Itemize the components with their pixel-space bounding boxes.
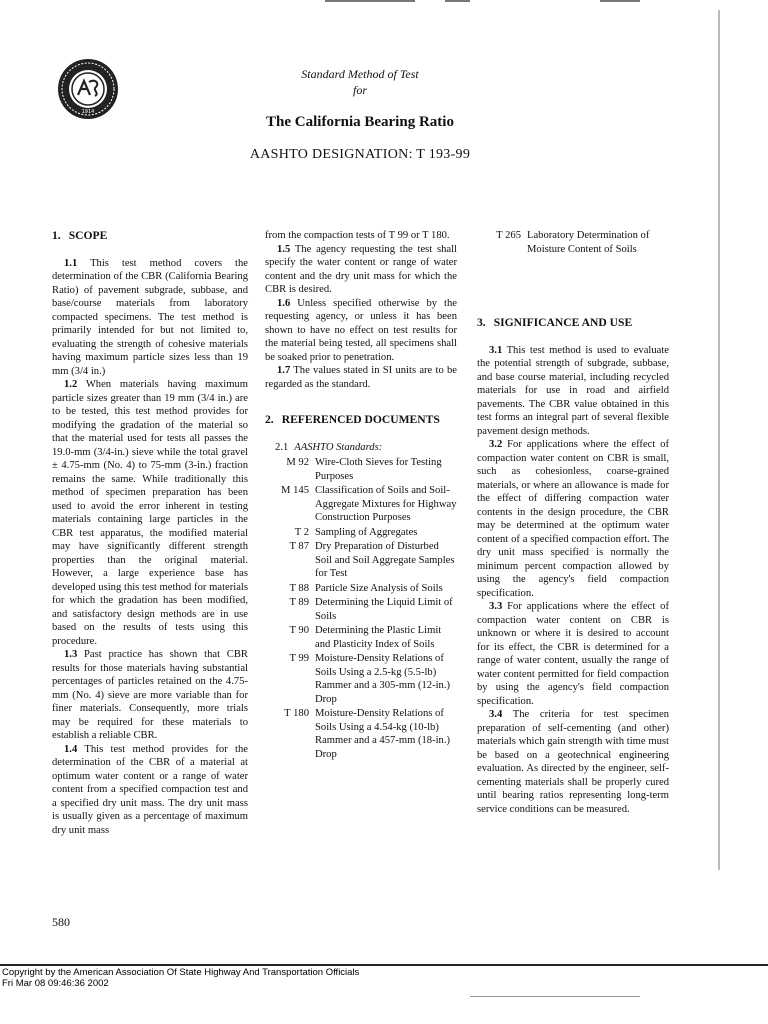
reference-description: Dry Preparation of Disturbed Soil and Soil Aggregate Samples for Test: [315, 541, 455, 579]
section-title: REFERENCED DOCUMENTS: [281, 413, 440, 426]
reference-code: T 89: [289, 597, 309, 608]
section-title: SCOPE: [68, 229, 108, 242]
reference-code: M 92: [286, 457, 309, 468]
reference-item: [265, 624, 457, 651]
reference-code: T 2: [294, 526, 309, 538]
paragraph-1-4: [52, 743, 248, 838]
paragraph-number: 1.1: [64, 257, 78, 269]
paragraph-1-3: [52, 648, 248, 743]
paragraph-1-6: [265, 297, 457, 365]
paragraph-text: Past practice has shown that CBR results for those materials having substantial percentages of particles retained on the 4.75-mm (No. 4) sieve are more variable than for finer materials. Consequently, more trials may be required for these materials to establish a reliable CBR.: [52, 649, 248, 741]
reference-code: T 90: [289, 625, 309, 636]
reference-description: Moisture-Density Relations of Soils Using a 4.54-kg (10-lb) Rammer and a 457-mm (18-in.) Drop: [315, 708, 451, 760]
paragraph-1-5: [265, 243, 457, 297]
paragraph-1-1: [52, 257, 248, 379]
reference-item: [477, 229, 669, 256]
referenced-standards-list: [265, 456, 457, 761]
reference-code: T 99: [289, 653, 309, 664]
reference-code: T 88: [289, 582, 309, 594]
reference-description: Classification of Soils and Soil-Aggregate Mixtures for Highway Construction Purposes: [315, 485, 457, 523]
reference-description: Determining the Plastic Limit and Plasticity Index of Soils: [315, 625, 442, 650]
reference-item: [265, 596, 457, 623]
paragraph-text: For applications where the effect of compaction water content on CBR is small, such as cohesionless, coarse-grained materials, or where an allowance is made for the effect of differing compaction water contents in the design procedure, the CBR may be determined at the optimum water content of a specified compaction effort. The dry unit mass specified is normally the minimum percent compaction allowed by using the agency's field compaction specification.: [477, 439, 669, 599]
column-3: [477, 229, 669, 816]
standard-method-header: [200, 66, 520, 98]
seal-year: 1914: [81, 109, 95, 115]
paragraph-number: 1.6: [277, 297, 291, 309]
subsection-title: AASHTO Standards:: [294, 441, 383, 453]
reference-code: T 180: [284, 708, 309, 719]
paragraph-number: 1.5: [277, 243, 291, 255]
reference-description: Determining the Liquid Limit of Soils: [315, 597, 453, 622]
reference-description: Wire-Cloth Sieves for Testing Purposes: [315, 457, 442, 482]
copyright-footer: [2, 967, 359, 989]
paragraph-text: This test method provides for the determination of the CBR of a material at optimum water content or a range of water content from a specified compaction test and a specified dry unit mass. The dry unit mass is usually given as a percentage of maximum dry unit mass: [52, 743, 248, 836]
designation-line: AASHTO DESIGNATION: T 193-99: [249, 147, 471, 162]
copyright-line: Copyright by the American Association Of State Highway And Transportation Officials: [2, 967, 360, 978]
paragraph-number: 1.4: [64, 743, 78, 755]
reference-item: [265, 540, 457, 581]
document-title: The California Bearing Ratio: [266, 114, 454, 130]
aashto-seal-icon: [56, 57, 120, 121]
paragraph-text: For applications where the effect of compaction water content on CBR is unknown or where it is desired to account for its effect, the CBR is determined for a range of water content, usually the range of water content permitted for field compaction by using the agency's field compaction specification.: [477, 601, 669, 707]
section-heading-referenced-documents: [265, 413, 457, 427]
reference-item: [265, 707, 457, 761]
reference-description: Moisture-Density Relations of Soils Using a 2.5-kg (5.5-lb) Rammer and a 305-mm (12-in.) Drop: [315, 653, 451, 705]
paragraph-3-4: [477, 708, 669, 816]
section-heading-scope: [52, 229, 248, 243]
page-number: 580: [52, 915, 70, 929]
timestamp-line: Fri Mar 08 09:46:36 2002: [2, 978, 109, 989]
column-2: [265, 229, 457, 761]
footer-rule: [0, 964, 768, 966]
reference-item: [265, 484, 457, 525]
top-rule-segment: [445, 0, 470, 2]
paragraph-text: This test method covers the determination of the CBR (California Bearing Ratio) of pavement subgrade, subbase, and base/course materials from laboratory compacted specimens. The test method is primarily intended for but not limited to, evaluating the strength of cohesive materials having maximum particle sizes less than 19 mm (3/4 in.): [52, 257, 248, 377]
paragraph-continued: from the compaction tests of T 99 or T 180.: [265, 230, 450, 241]
paragraph-text: The agency requesting the test shall specify the water content or range of water content and the dry unit mass for which the CBR is desired.: [265, 243, 457, 295]
subsection-number: 2.1: [275, 441, 289, 453]
paragraph-number: 1.7: [277, 365, 291, 376]
reference-code: M 145: [281, 485, 309, 496]
reference-code: T 265: [496, 230, 521, 241]
reference-description: Laboratory Determination of Moisture Content of Soils: [527, 230, 650, 255]
top-rule-segment: [600, 0, 640, 2]
standard-method-line: Standard Method of Test: [301, 67, 419, 81]
reference-item: [265, 456, 457, 483]
section-heading-significance: [477, 316, 669, 330]
paragraph-3-2: [477, 438, 669, 600]
paragraph-text: The criteria for test specimen preparation of self-cementing (and other) materials which gain strength with time must be based on a geotechnical engineering evaluation. As directed by the engineer, self-cementing materials shall be properly cured until bearing ratios representing long-term service conditions can be measured.: [477, 709, 669, 815]
paragraph-number: 1.2: [64, 379, 78, 390]
paragraph-3-3: [477, 600, 669, 708]
reference-description: Particle Size Analysis of Soils: [315, 582, 443, 594]
paragraph-number: 3.4: [489, 709, 503, 720]
reference-item: [265, 526, 457, 540]
section-number: 1.: [52, 229, 61, 242]
scan-edge-line: [718, 10, 720, 870]
paragraph-text: The values stated in SI units are to be regarded as the standard.: [265, 365, 457, 390]
section-number: 2.: [265, 413, 274, 426]
paragraph-number: 3.3: [489, 601, 503, 612]
top-rule-segment: [325, 0, 415, 2]
paragraph-1-7: [265, 364, 457, 391]
aashto-standards-subheading: [275, 441, 457, 455]
section-title: SIGNIFICANCE AND USE: [493, 316, 633, 329]
column-1: [52, 229, 248, 837]
reference-item: [265, 652, 457, 706]
paragraph-text: This test method is used to evaluate the potential strength of subgrade, subbase, and base course material, including recycled materials for use in road and airfield pavements. The CBR value obtained in this test forms an integral part of several flexible pavement design methods.: [477, 344, 669, 437]
paragraph-number: 1.3: [64, 649, 78, 660]
paragraph-3-1: [477, 344, 669, 439]
for-line: for: [352, 83, 367, 97]
paragraph-number: 3.1: [489, 344, 503, 356]
paragraph-text: When materials having maximum particle sizes greater than 19 mm (3/4 in.) are to be tested, this test method provides for modifying the gradation of the material so that the material used for tests all passes the 19.0-mm (3/4-in.) sieve while the total gravel ± 4.75-mm (No. 4) to 75-mm (3-in.) fraction remains the same. While traditionally this method of specimen preparation has been used to avoid the error inherent in testing materials containing large particles in the CBR test apparatus, the modified material may have significantly different strength properties than the original material. However, a large experience base has developed using this test method for materials for which the gradation has been modified, and satisfactory design methods are in use based on the results of tests using this procedure.: [52, 379, 248, 647]
paragraph-text: Unless specified otherwise by the requesting agency, or unless it has been shown to have no effect on test results for the material being tested, all specimens shall be soaked prior to penetration.: [265, 297, 458, 363]
reference-code: T 87: [289, 541, 309, 552]
bottom-rule-segment: [470, 996, 640, 997]
paragraph-number: 3.2: [489, 439, 503, 450]
reference-item: [265, 582, 457, 596]
reference-description: Sampling of Aggregates: [315, 526, 418, 538]
section-number: 3.: [477, 316, 486, 329]
paragraph-1-2: [52, 378, 248, 648]
